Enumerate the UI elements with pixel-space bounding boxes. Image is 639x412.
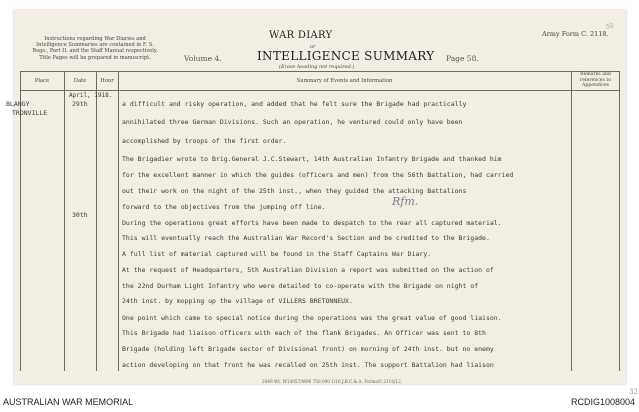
summary-line: One point which came to special notice during the operations was the great value of good liaison.: [122, 314, 502, 322]
entry-date-29: 29th: [72, 100, 88, 108]
summary-line: accomplished by troops of the first order.: [122, 137, 287, 145]
col-rule-summary: [571, 71, 572, 371]
col-header-date: Date: [73, 78, 87, 84]
table-right-rule: [619, 71, 620, 371]
form-title-or: or: [310, 44, 316, 50]
summary-line: The Brigadier wrote to Brig.General J.C.Stewart, 14th Australian Infantry Brigade and thanked him: [122, 155, 502, 163]
form-title-war-diary: WAR DIARY: [269, 30, 333, 41]
credit-record-id: RCDIG1008004: [570, 397, 635, 407]
col-rule-hour: [118, 71, 119, 371]
form-footer: 2449 Wt. W14957/M90 750,000 1/16 J.B.C.& A. Forms/C.2118/12.: [262, 379, 403, 384]
army-form-label: Army Form C. 2118.: [542, 30, 609, 38]
credit-organisation: AUSTRALIAN WAR MEMORIAL: [3, 397, 134, 407]
diary-page: [6, 10, 638, 396]
form-title-intelligence-summary: INTELLIGENCE SUMMARY: [257, 49, 435, 63]
page-number-label: Page 58.: [446, 54, 479, 63]
handwritten-signature: Rfm.: [392, 195, 419, 208]
form-instructions: Instructions regarding War Diaries and Intelligence Summaries are contained in F. S. Regs., Part II. and the Staff Manual respectively. Title Pages will be prepared in manuscript.: [32, 36, 158, 61]
volume-label: Volume 4.: [184, 54, 222, 63]
summary-line: This Brigade had liaison officers with each of the flank Brigades. An Officer was sent to 8th: [122, 329, 486, 337]
col-rule-date: [96, 71, 97, 371]
summary-line: out their work on the night of the 25th inst., when they guided the attacking Battalions: [122, 187, 467, 195]
entry-date-30: 30th: [72, 211, 88, 219]
summary-line: annihilated three German Divisions. Such an operation, he ventured could only have been: [122, 118, 463, 126]
summary-line: A full list of material captured will be found in the Staff Captains War Diary.: [122, 250, 432, 258]
col-rule-place: [64, 71, 65, 371]
summary-line: the 22nd Durham Light Infantry who were detailed to co-operate with the Brigade on night of: [122, 282, 479, 290]
col-header-place: Place: [34, 78, 50, 84]
summary-line: action developing on that front he was recalled on 25th inst. The support Battalion had liaison: [122, 361, 494, 369]
form-subtitle: (Erase heading not required.): [279, 64, 355, 70]
entry-place-line1: BLANGY: [6, 100, 30, 108]
summary-line: At the request of Headquarters, 5th Australian Division a report was submitted on the action of: [122, 266, 494, 274]
table-header-rule: [20, 90, 620, 91]
archive-stamp: 55: [605, 22, 615, 31]
summary-line: During the operations great efforts have been made to despatch to the rear all captured material.: [122, 219, 502, 227]
col-header-hour: Hour: [100, 78, 114, 84]
summary-line: a difficult and risky operation, and added that he felt sure the Brigade had practically: [122, 100, 467, 108]
col-header-summary: Summary of Events and Information: [296, 78, 393, 84]
summary-line: Brigade (holding left Brigade sector of Divisional front) on morning of 24th inst. but no enemy: [122, 345, 494, 353]
entry-place-line2: TRONVILLE: [12, 109, 48, 117]
summary-line: 24th inst. by mopping up the village of VILLERS BRETONNEUX.: [122, 297, 353, 305]
entry-month: April, 1918.: [69, 92, 113, 99]
margin-note: 32: [629, 388, 638, 396]
col-header-remarks: Remarks and references to Appendices: [580, 72, 611, 89]
table-top-rule: [20, 71, 620, 72]
summary-line: for the excellent manner in which the guides (officers and men) from the 56th Battalion, had carried: [122, 171, 514, 179]
summary-line: This will eventually reach the Australian War Record's Section and be credited to the Brigade.: [122, 234, 490, 242]
summary-line: forward to the objectives from the jumping off line.: [122, 203, 326, 211]
